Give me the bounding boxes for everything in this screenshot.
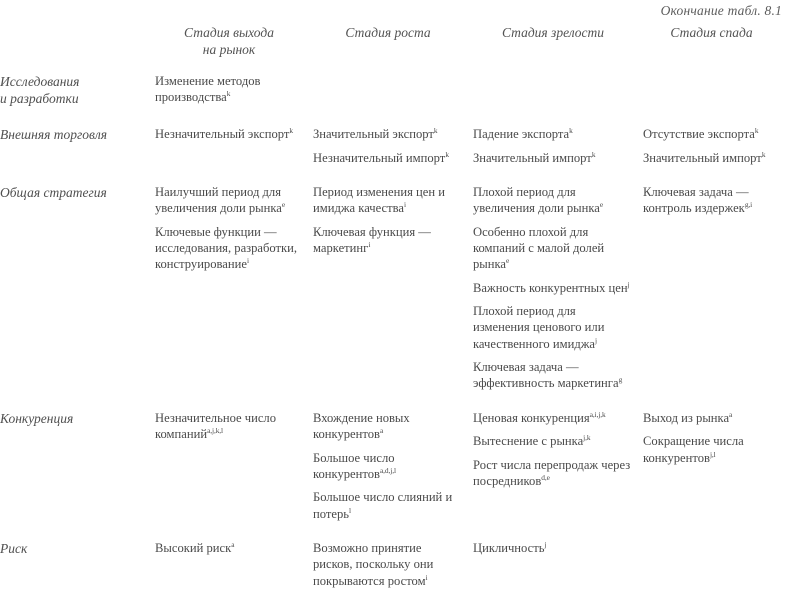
table-row bbox=[0, 73, 790, 127]
footnote-marker: j,l bbox=[709, 449, 716, 459]
cell-entry-text: Ценовая конкуренция bbox=[473, 410, 590, 425]
cell-entry bbox=[313, 224, 461, 257]
cell-entry bbox=[313, 540, 461, 589]
footnote-marker: k bbox=[569, 125, 573, 135]
cell-decline bbox=[643, 410, 790, 540]
product-lifecycle-table bbox=[0, 24, 790, 607]
table-row bbox=[0, 126, 790, 184]
empty-cell bbox=[643, 540, 778, 541]
cell-entry bbox=[313, 150, 461, 166]
cell-entry bbox=[643, 410, 778, 426]
table-continuation-note: Окончание табл. 8.1 bbox=[660, 3, 782, 18]
footnote-marker: k bbox=[289, 125, 294, 135]
footnote-marker: j bbox=[595, 335, 597, 345]
row-label bbox=[0, 73, 155, 127]
cell-maturity bbox=[473, 540, 643, 607]
cell-growth bbox=[313, 540, 473, 607]
column-header-line: Стадия роста bbox=[345, 25, 431, 40]
cell-growth bbox=[313, 126, 473, 184]
cell-entry-text: Незначительный экспорт bbox=[155, 127, 290, 142]
footnote-marker: j bbox=[544, 539, 547, 549]
column-header-line: на рынок bbox=[202, 42, 256, 58]
footnote-marker: j bbox=[627, 279, 630, 289]
empty-cell bbox=[313, 73, 461, 74]
cell-entry-text: Ключевая задача — контроль издержек bbox=[643, 184, 749, 216]
cell-entry-text: Большое число слияний и потерь bbox=[313, 490, 453, 521]
footnote-marker: a,d,j,l bbox=[379, 465, 396, 475]
cell-entry-text: Падение экспорта bbox=[473, 127, 570, 142]
footnote-marker: k bbox=[591, 149, 596, 159]
row-label-line: Исследования bbox=[0, 73, 80, 89]
cell-entry bbox=[473, 410, 631, 426]
empty-cell bbox=[473, 73, 631, 74]
cell-entry-text: Рост числа перепродаж через посредников bbox=[473, 457, 631, 488]
cell-introduction bbox=[155, 184, 313, 410]
footnote-marker: k bbox=[761, 149, 766, 159]
cell-entry-text: Ключевые функции — исследования, разработки, конструирование bbox=[155, 224, 298, 272]
table-row bbox=[0, 410, 790, 540]
cell-entry-text: Плохой период для изменения ценового или качественного имиджа bbox=[473, 304, 605, 351]
cell-entry-text: Отсутствие экспорта bbox=[643, 127, 755, 142]
column-header-line: Стадия спада bbox=[670, 25, 753, 40]
cell-entry-text: Изменение методов производства bbox=[155, 73, 261, 104]
cell-entry-text: Особенно плохой для компаний с малой долей рынка bbox=[473, 224, 605, 272]
cell-maturity bbox=[473, 184, 643, 410]
cell-entry-text: Незначительный импорт bbox=[313, 150, 446, 165]
footnote-marker: e bbox=[506, 256, 510, 266]
column-header-growth bbox=[313, 24, 473, 73]
cell-entry bbox=[313, 489, 461, 522]
footnote-marker: a bbox=[231, 539, 235, 549]
column-header-decline bbox=[643, 24, 790, 73]
row-label-line: Риск bbox=[0, 540, 28, 556]
cell-entry-text: Вхождение новых конкурентов bbox=[313, 410, 410, 442]
footnote-marker: j,k bbox=[583, 433, 591, 442]
cell-entry bbox=[155, 410, 301, 443]
cell-entry bbox=[473, 540, 631, 556]
footnote-marker: i bbox=[368, 239, 371, 249]
cell-introduction bbox=[155, 126, 313, 184]
cell-growth bbox=[313, 410, 473, 540]
footnote-marker: a,i,j,k bbox=[589, 409, 606, 419]
table-row bbox=[0, 540, 790, 607]
cell-maturity bbox=[473, 73, 643, 127]
cell-entry-text: Важность конкурентных цен bbox=[473, 280, 628, 295]
cell-entry bbox=[473, 184, 631, 217]
row-label bbox=[0, 410, 155, 540]
table-header bbox=[0, 24, 790, 73]
footnote-marker: g bbox=[618, 375, 623, 385]
row-label-line: Общая стратегия bbox=[0, 184, 107, 200]
footnote-marker: a bbox=[729, 409, 733, 419]
footnote-marker: g,i bbox=[744, 200, 753, 210]
cell-entry-text: Значительный экспорт bbox=[313, 127, 434, 142]
cell-entry-text: Ключевая задача — эффективность маркетинга bbox=[473, 360, 619, 391]
table-row bbox=[0, 184, 790, 410]
cell-entry bbox=[155, 540, 301, 556]
cell-entry-text: Сокращение числа конкурентов bbox=[643, 434, 744, 465]
row-label-line: Конкуренция bbox=[0, 410, 74, 426]
cell-entry bbox=[643, 433, 778, 466]
cell-entry bbox=[313, 450, 461, 483]
cell-entry bbox=[643, 126, 778, 142]
footnote-marker: k bbox=[754, 125, 759, 135]
cell-entry-text: Вытеснение с рынка bbox=[473, 434, 584, 449]
cell-growth bbox=[313, 73, 473, 127]
footnote-marker: k bbox=[445, 149, 449, 159]
cell-entry bbox=[155, 184, 301, 217]
cell-entry-text: Большое число конкурентов bbox=[313, 450, 395, 481]
cell-entry-text: Значительный импорт bbox=[643, 150, 762, 165]
cell-entry-text: Ключевая функция — маркетинг bbox=[313, 224, 431, 255]
cell-entry bbox=[473, 433, 631, 449]
cell-entry bbox=[473, 126, 631, 142]
cell-decline bbox=[643, 184, 790, 410]
footnote-marker: e bbox=[599, 200, 604, 210]
cell-entry bbox=[313, 126, 461, 142]
row-label bbox=[0, 126, 155, 184]
table-header-row bbox=[0, 24, 790, 73]
cell-decline bbox=[643, 540, 790, 607]
row-label bbox=[0, 184, 155, 410]
cell-entry bbox=[473, 359, 631, 392]
row-label-line: Внешняя торговля bbox=[0, 127, 108, 143]
cell-entry-text: Наилучший период для увеличения доли рынка bbox=[155, 184, 282, 216]
cell-entry-text: Возможно принятие рисков, поскольку они покрываются ростом bbox=[313, 540, 434, 588]
cell-entry-text: Высокий риск bbox=[155, 540, 232, 555]
cell-entry bbox=[643, 184, 778, 217]
footnote-marker: a bbox=[379, 426, 384, 435]
column-header-maturity bbox=[473, 24, 643, 73]
cell-entry bbox=[473, 150, 631, 166]
footnote-marker: i bbox=[425, 572, 428, 582]
cell-entry bbox=[155, 224, 301, 273]
cell-entry-text: Плохой период для увеличения доли рынка bbox=[473, 184, 600, 216]
cell-growth bbox=[313, 184, 473, 410]
cell-entry bbox=[473, 280, 631, 296]
footnote-marker: k bbox=[433, 125, 438, 135]
cell-introduction bbox=[155, 73, 313, 127]
cell-entry bbox=[473, 224, 631, 273]
cell-maturity bbox=[473, 126, 643, 184]
cell-introduction bbox=[155, 540, 313, 607]
cell-entry-text: Незначительное число компаний bbox=[155, 410, 277, 442]
footnote-marker: d,e bbox=[541, 472, 550, 482]
cell-entry bbox=[643, 150, 778, 166]
footnote-marker: l bbox=[349, 505, 351, 515]
cell-entry-text: Выход из рынка bbox=[643, 410, 730, 425]
cell-maturity bbox=[473, 410, 643, 540]
cell-entry bbox=[313, 410, 461, 443]
cell-entry bbox=[473, 457, 631, 490]
column-header-corner bbox=[0, 24, 155, 73]
footnote-marker: a,j,k,l bbox=[207, 426, 223, 435]
cell-entry bbox=[473, 303, 631, 352]
row-label bbox=[0, 540, 155, 607]
empty-cell bbox=[643, 73, 778, 74]
footnote-marker: e bbox=[281, 200, 286, 210]
column-header-line: Стадия выхода bbox=[184, 25, 274, 40]
footnote-marker: i bbox=[246, 256, 249, 266]
column-header-introduction bbox=[155, 24, 313, 73]
cell-introduction bbox=[155, 410, 313, 540]
cell-entry bbox=[155, 73, 301, 106]
footnote-marker: k bbox=[226, 88, 231, 98]
cell-entry-text: Период изменения цен и имиджа качества bbox=[313, 184, 446, 216]
cell-entry-text: Цикличность bbox=[473, 540, 545, 555]
column-header-line: Стадия зрелости bbox=[501, 25, 605, 40]
cell-entry bbox=[313, 184, 461, 217]
footnote-marker: i bbox=[404, 200, 406, 210]
cell-entry bbox=[155, 126, 301, 142]
cell-decline bbox=[643, 73, 790, 127]
row-label-line: и разработки bbox=[0, 91, 79, 107]
cell-decline bbox=[643, 126, 790, 184]
cell-entry-text: Значительный импорт bbox=[473, 150, 592, 165]
